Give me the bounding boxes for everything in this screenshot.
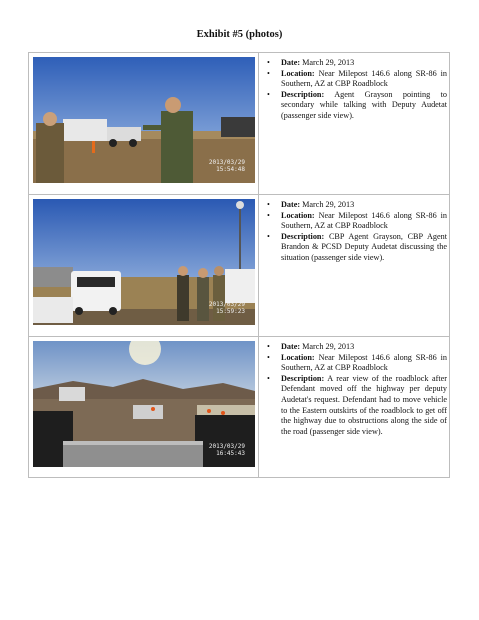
- photo-agent-pointing: [33, 57, 255, 183]
- photo-description: [267, 58, 447, 122]
- table-row: [29, 195, 449, 337]
- date-value: March 29, 2013: [302, 58, 355, 67]
- location-value: Near Milepost 146.6 along SR-86 in Southern, AZ at CBP Roadblock: [281, 210, 447, 231]
- timestamp-time: 15:59:23: [216, 308, 245, 315]
- date-value: March 29, 2013: [302, 342, 355, 351]
- date-item: [267, 342, 447, 353]
- description-label: Description:: [281, 89, 325, 99]
- timestamp-date: 2013/03/29: [208, 159, 245, 166]
- photo-agents-discussing: [33, 199, 255, 325]
- photo-timestamp: [209, 301, 245, 315]
- description-item: [267, 232, 447, 264]
- date-label: Date:: [281, 342, 301, 351]
- description-item: [267, 374, 447, 438]
- page-title: Exhibit #5 (photos): [196, 29, 283, 40]
- location-value: Near Milepost 146.6 along SR-86 in Southern, AZ at CBP Roadblock: [281, 352, 447, 373]
- location-item: [267, 69, 447, 90]
- photo-timestamp: [209, 443, 245, 457]
- description-label: Description:: [281, 231, 325, 241]
- date-label: Date:: [281, 200, 301, 209]
- location-label: Location:: [281, 352, 315, 362]
- location-label: Location:: [281, 68, 315, 78]
- date-item: [267, 200, 447, 211]
- description-value: Agent Grayson pointing to secondary while talking with Deputy Audetat (passenger side view).: [281, 89, 447, 120]
- photo-description: [267, 200, 447, 264]
- description-value: CBP Agent Grayson, CBP Agent Brandon & PCSD Deputy Audetat discussing the situation (passenger side view).: [281, 231, 448, 262]
- table-row: [29, 337, 449, 477]
- table-row: [29, 53, 449, 195]
- date-item: [267, 58, 447, 69]
- timestamp-date: 2013/03/29: [208, 301, 245, 308]
- timestamp-time: 16:45:43: [216, 450, 245, 457]
- timestamp-time: 15:54:48: [216, 166, 245, 173]
- location-value: Near Milepost 146.6 along SR-86 in Southern, AZ at CBP Roadblock: [281, 68, 447, 89]
- description-value: A rear view of the roadblock after Defendant moved off the highway per deputy Audetat's request. Defendant had to move vehicle to the Eastern outskirts of the roadblock to get off the highway due to obstructions along the side of the road (passenger side view).: [281, 373, 447, 436]
- exhibit-table: [28, 52, 450, 478]
- date-label: Date:: [281, 58, 301, 67]
- location-item: [267, 211, 447, 232]
- timestamp-date: 2013/03/29: [208, 443, 245, 450]
- photo-timestamp: [209, 159, 245, 173]
- description-label: Description:: [281, 373, 325, 383]
- photo-roadblock-rear-view: [33, 341, 255, 467]
- description-item: [267, 90, 447, 122]
- location-label: Location:: [281, 210, 315, 220]
- photo-description: [267, 342, 447, 437]
- location-item: [267, 353, 447, 374]
- date-value: March 29, 2013: [302, 200, 355, 209]
